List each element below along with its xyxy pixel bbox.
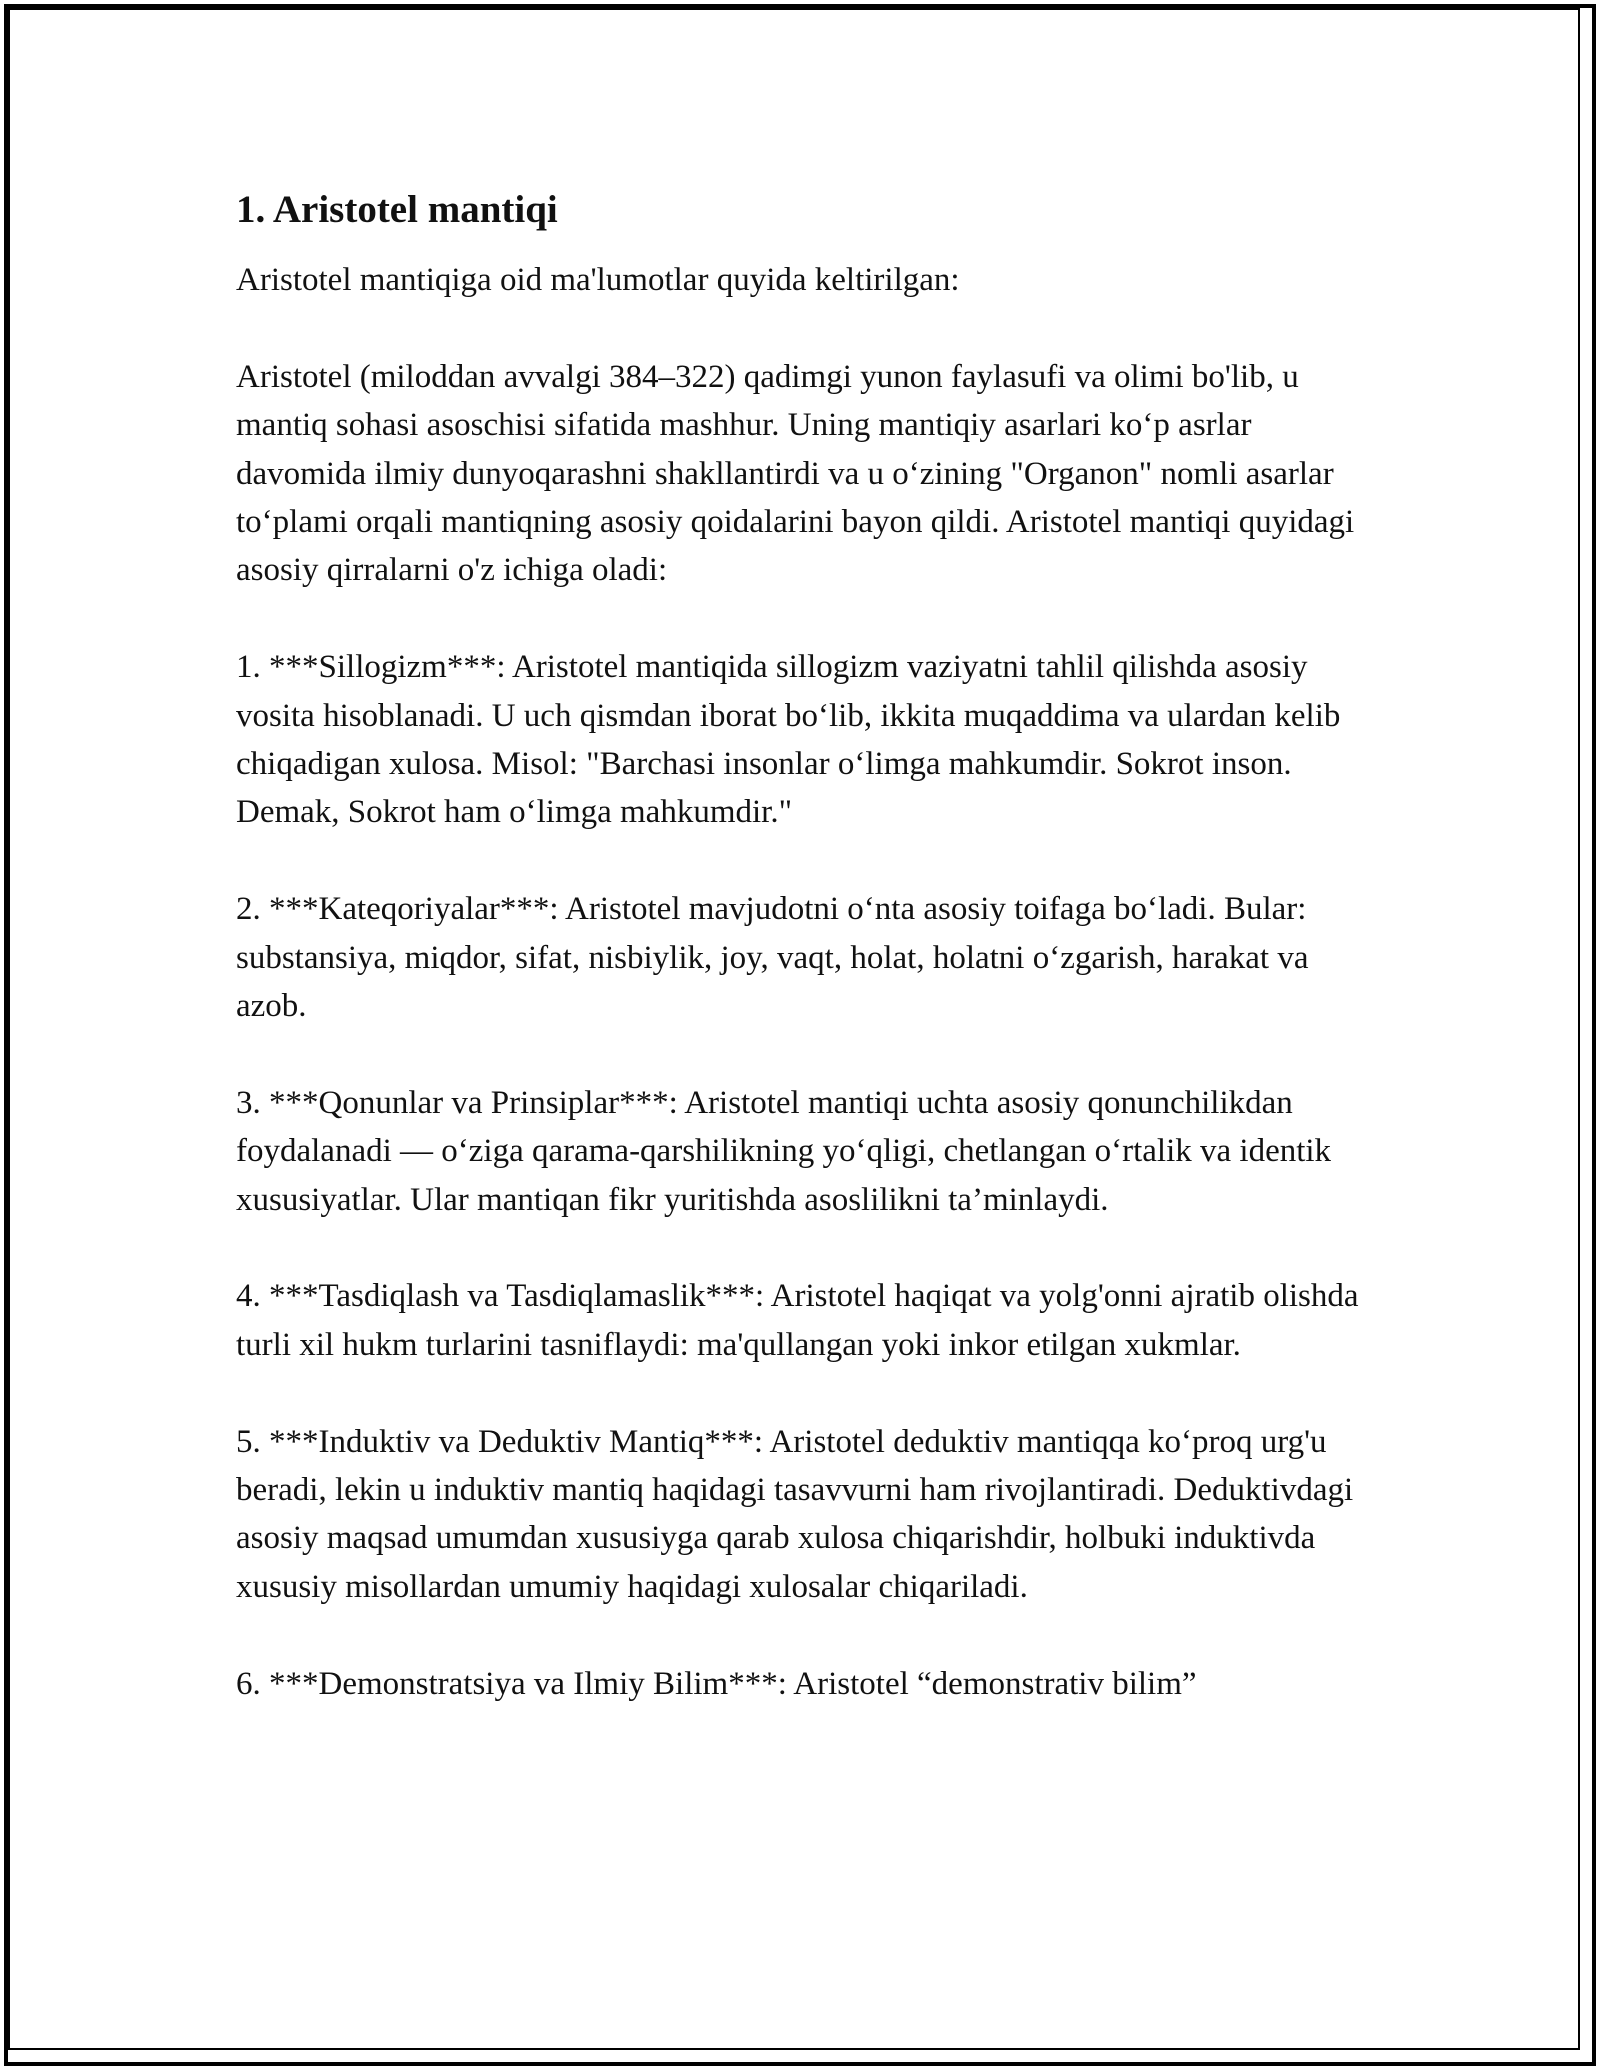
list-item-kateqoriyalar: 2. ***Kateqoriyalar***: Aristotel mavjudotni o‘nta asosiy toifaga bo‘ladi. Bular: substansiya, miqdor, sifat, nisbiylik, joy, vaqt, holat, holatni o‘zgarish, harakat va azob.: [236, 891, 1309, 1025]
section-heading: 1. Aristotel mantiqi: [236, 188, 558, 231]
list-item-sillogizm: 1. ***Sillogizm***: Aristotel mantiqida sillogizm vaziyatni tahlil qilishda asosiy vosita hisoblanadi. U uch qismdan iborat bo‘lib, ikkita muqaddima va ulardan kelib chiqadigan xulosa. Misol: "Barchasi insonlar o‘limga mahkumdir. Sokrot inson. Demak, Sokrot ham o‘limga mahkumdir.": [236, 649, 1341, 831]
list-item-tasdiqlash: 4. ***Tasdiqlash va Tasdiqlamaslik***: Aristotel haqiqat va yolg'onni ajratib olishda turli xil hukm turlarini tasniflaydi: ma'qullangan yoki inkor etilgan xukmlar.: [236, 1278, 1359, 1363]
list-item-demonstratsiya: 6. ***Demonstratsiya va Ilmiy Bilim***: Aristotel “demonstrativ bilim”: [236, 1665, 1197, 1702]
aristotle-overview-paragraph: Aristotel (miloddan avvalgi 384–322) qadimgi yunon faylasufi va olimi bo'lib, u mantiq sohasi asoschisi sifatida mashhur. Uning mantiqiy asarlari ko‘p asrlar davomida ilmiy dunyoqarashni shakllantirdi va u o‘zining "Organon" nomli asarlar to‘plami orqali mantiqning asosiy qoidalarini bayon qildi. Aristotel mantiqi quyidagi asosiy qirralarni o'z ichiga oladi:: [236, 358, 1355, 589]
list-item-induktiv-deduktiv: 5. ***Induktiv va Deduktiv Mantiq***: Aristotel deduktiv mantiqqa ko‘proq urg'u beradi, lekin u induktiv mantiq haqidagi tasavvurni ham rivojlantiradi. Deduktivdagi asosiy maqsad umumdan xususiyga qarab xulosa chiqarishdir, holbuki induktivda xususiy misollardan umumiy haqidagi xulosalar chiqariladi.: [236, 1423, 1354, 1605]
list-item-qonunlar: 3. ***Qonunlar va Prinsiplar***: Aristotel mantiqi uchta asosiy qonunchilikdan foydalanadi — o‘ziga qarama-qarshilikning yo‘qligi, chetlangan o‘rtalik va identik xususiyatlar. Ular mantiqan fikr yuritishda asoslilikni ta’minlaydi.: [236, 1084, 1332, 1218]
intro-paragraph: Aristotel mantiqiga oid ma'lumotlar quyida keltirilgan:: [236, 262, 960, 298]
document-body: [236, 186, 1376, 1708]
